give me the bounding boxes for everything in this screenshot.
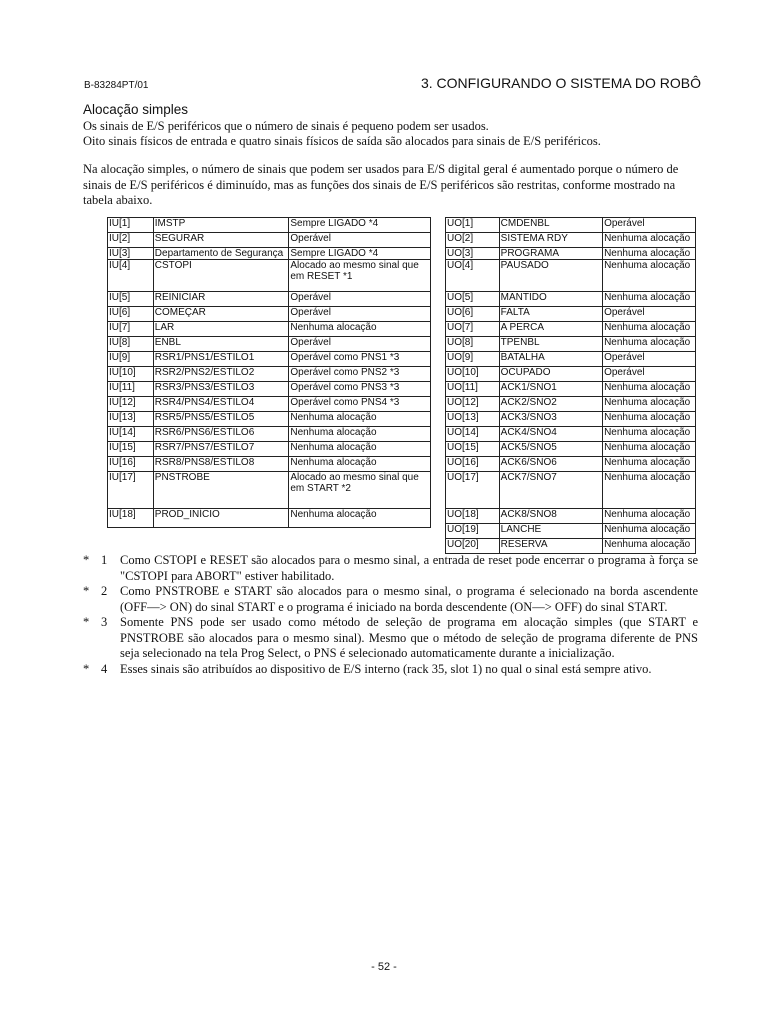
table-row: [108, 233, 431, 248]
signal-id: IU[13]: [108, 412, 154, 427]
table-row: [446, 233, 696, 248]
signal-status: Nenhuma alocação: [603, 397, 696, 412]
signal-status: Alocado ao mesmo sinal que em RESET *1: [289, 260, 431, 292]
signal-status: Operável: [603, 307, 696, 322]
table-row: [446, 397, 696, 412]
signal-name: [153, 248, 289, 260]
signal-status: Nenhuma alocação: [289, 427, 431, 442]
signal-name: RESERVA: [499, 539, 602, 554]
signal-status: Operável: [603, 352, 696, 367]
footnotes: [83, 553, 698, 677]
signal-name-text: Departamento de Segurança: [154, 248, 284, 259]
signal-id: UO[19]: [446, 524, 500, 539]
signal-status: Nenhuma alocação: [289, 509, 431, 528]
footnote-number: 2: [101, 584, 108, 598]
signal-id: IU[3]: [108, 248, 154, 260]
table-row: [108, 427, 431, 442]
signal-name: LANCHE: [499, 524, 602, 539]
table-row: [446, 427, 696, 442]
signal-status: Nenhuma alocação: [603, 427, 696, 442]
signal-name: ACK5/SNO5: [499, 442, 602, 457]
table-row: [446, 442, 696, 457]
table-row: [108, 248, 431, 260]
signal-id: UO[20]: [446, 539, 500, 554]
table-row: [446, 539, 696, 554]
section-title: Alocação simples: [83, 102, 189, 117]
signal-id: IU[15]: [108, 442, 154, 457]
signal-id: UO[5]: [446, 292, 500, 307]
signal-id: UO[7]: [446, 322, 500, 337]
signal-id: UO[15]: [446, 442, 500, 457]
signal-name: REINICIAR: [153, 292, 289, 307]
signal-name: SISTEMA RDY: [499, 233, 602, 248]
signal-id: IU[2]: [108, 233, 154, 248]
signal-status: Nenhuma alocação: [603, 442, 696, 457]
footnote-number: 1: [101, 553, 108, 567]
signal-id: IU[17]: [108, 472, 154, 509]
table-row: [108, 307, 431, 322]
signal-id: IU[7]: [108, 322, 154, 337]
signal-name: COMEÇAR: [153, 307, 289, 322]
signal-id: UO[12]: [446, 397, 500, 412]
signal-status: Nenhuma alocação: [603, 382, 696, 397]
signal-status: Nenhuma alocação: [603, 509, 696, 524]
signal-status: Nenhuma alocação: [289, 442, 431, 457]
footnote-marker: *: [83, 661, 90, 676]
chapter-title: 3. CONFIGURANDO O SISTEMA DO ROBÔ: [420, 75, 701, 91]
signal-id: UO[11]: [446, 382, 500, 397]
footnote: [83, 584, 698, 615]
footnote-marker: *: [83, 553, 90, 567]
signal-status: Operável: [289, 292, 431, 307]
table-row: [446, 367, 696, 382]
signal-status: Nenhuma alocação: [603, 260, 696, 292]
signal-name: RSR2/PNS2/ESTILO2: [153, 367, 289, 382]
signal-id: UO[1]: [446, 218, 500, 233]
output-signal-table: [445, 217, 696, 554]
signal-id: UO[8]: [446, 337, 500, 352]
signal-id: IU[12]: [108, 397, 154, 412]
signal-id: UO[4]: [446, 260, 500, 292]
table-row: [446, 307, 696, 322]
signal-name: ACK3/SNO3: [499, 412, 602, 427]
signal-status: Nenhuma alocação: [603, 524, 696, 539]
signal-status: Nenhuma alocação: [289, 457, 431, 472]
signal-id: IU[4]: [108, 260, 154, 292]
footnote-number: 4: [101, 661, 108, 676]
signal-name: RSR7/PNS7/ESTILO7: [153, 442, 289, 457]
table-row: [108, 352, 431, 367]
signal-status: Sempre LIGADO *4: [289, 218, 431, 233]
signal-name: PNSTROBE: [153, 472, 289, 509]
signal-status: Nenhuma alocação: [603, 233, 696, 248]
signal-id: UO[18]: [446, 509, 500, 524]
signal-id: UO[2]: [446, 233, 500, 248]
footnote: [83, 662, 698, 678]
signal-status: Nenhuma alocação: [603, 292, 696, 307]
signal-id: UO[14]: [446, 427, 500, 442]
signal-status: Operável como PNS3 *3: [289, 382, 431, 397]
signal-name: ACK7/SNO7: [499, 472, 602, 509]
signal-name: CSTOPI: [153, 260, 289, 292]
signal-name: ACK2/SNO2: [499, 397, 602, 412]
signal-name: ACK1/SNO1: [499, 382, 602, 397]
signal-id: IU[5]: [108, 292, 154, 307]
signal-id: UO[3]: [446, 248, 500, 260]
signal-status: Nenhuma alocação: [603, 248, 696, 260]
signal-id: IU[1]: [108, 218, 154, 233]
signal-name: LAR: [153, 322, 289, 337]
input-signal-table: [107, 217, 431, 528]
table-row: [108, 322, 431, 337]
table-row: [108, 472, 431, 509]
footnote-number: 3: [101, 615, 108, 629]
signal-status: Alocado ao mesmo sinal que em START *2: [289, 472, 431, 509]
signal-name: BATALHA: [499, 352, 602, 367]
signal-id: UO[6]: [446, 307, 500, 322]
footnote-marker: *: [83, 615, 90, 629]
signal-id: UO[9]: [446, 352, 500, 367]
signal-name: OCUPADO: [499, 367, 602, 382]
signal-name: MANTIDO: [499, 292, 602, 307]
signal-status: Operável como PNS4 *3: [289, 397, 431, 412]
intro-paragraph-2: Oito sinais físicos de entrada e quatro sinais físicos de saída são alocados para sinais de E/S periféricos.: [83, 134, 601, 148]
table-row: [108, 457, 431, 472]
footnote: [83, 553, 698, 584]
signal-id: IU[11]: [108, 382, 154, 397]
table-row: [108, 367, 431, 382]
table-row: [446, 322, 696, 337]
table-row: [446, 382, 696, 397]
intro-paragraph-3: Na alocação simples, o número de sinais que podem ser usados para E/S digital geral é aumentado porque o número de sinais de E/S periféricos é diminuído, mas as funções dos sinais de E/S periféricos são restritas, conforme mostrado na tabela abaixo.: [83, 162, 679, 207]
table-row: [446, 337, 696, 352]
table-row: [446, 524, 696, 539]
signal-name: PAUSADO: [499, 260, 602, 292]
signal-id: IU[16]: [108, 457, 154, 472]
signal-id: IU[10]: [108, 367, 154, 382]
signal-status: Operável: [289, 337, 431, 352]
table-row: [446, 472, 696, 509]
intro-paragraph-1: Os sinais de E/S periféricos que o número de sinais é pequeno podem ser usados.: [83, 119, 489, 133]
signal-status: Operável como PNS1 *3: [289, 352, 431, 367]
signal-name: TPENBL: [499, 337, 602, 352]
signal-name: CMDENBL: [499, 218, 602, 233]
signal-status: Operável: [603, 367, 696, 382]
signal-id: UO[16]: [446, 457, 500, 472]
signal-name: A PERCA: [499, 322, 602, 337]
table-row: [446, 412, 696, 427]
signal-name: ACK6/SNO6: [499, 457, 602, 472]
signal-name: RSR6/PNS6/ESTILO6: [153, 427, 289, 442]
table-row: [446, 457, 696, 472]
signal-id: IU[8]: [108, 337, 154, 352]
table-row: [446, 352, 696, 367]
signal-status: Operável: [603, 218, 696, 233]
signal-status: Nenhuma alocação: [603, 322, 696, 337]
signal-status: Nenhuma alocação: [603, 539, 696, 554]
signal-status: Nenhuma alocação: [603, 472, 696, 509]
signal-name: RSR8/PNS8/ESTILO8: [153, 457, 289, 472]
footnote-marker: *: [83, 584, 90, 598]
table-row: [446, 248, 696, 260]
table-row: [108, 397, 431, 412]
table-row: [108, 260, 431, 292]
signal-id: IU[9]: [108, 352, 154, 367]
signal-name: RSR1/PNS1/ESTILO1: [153, 352, 289, 367]
footnote-text: Como CSTOPI e RESET são alocados para o mesmo sinal, a entrada de reset pode encerrar o programa à força se "CSTOPI para ABORT" estiver habilitado.: [120, 553, 698, 583]
signal-id: IU[6]: [108, 307, 154, 322]
signal-status: Operável: [289, 233, 431, 248]
signal-id: UO[13]: [446, 412, 500, 427]
signal-name: ACK8/SNO8: [499, 509, 602, 524]
footnote-text: Somente PNS pode ser usado como método de seleção de programa em alocação simples (que START e PNSTROBE são alocados para o mesmo sinal). Mesmo que o método de seleção de programa diferente de PNS seja selecionado na tela Prog Select, o PNS é selecionado automaticamente durante a inicialização.: [120, 615, 698, 660]
signal-name: ENBL: [153, 337, 289, 352]
signal-status: Sempre LIGADO *4: [289, 248, 431, 260]
table-row: [108, 218, 431, 233]
footnote: [83, 615, 698, 662]
table-row: [108, 292, 431, 307]
signal-name: RSR4/PNS4/ESTILO4: [153, 397, 289, 412]
table-row: [108, 442, 431, 457]
signal-status: Nenhuma alocação: [603, 412, 696, 427]
signal-status: Nenhuma alocação: [289, 322, 431, 337]
table-row: [446, 218, 696, 233]
signal-id: IU[14]: [108, 427, 154, 442]
table-row: [108, 412, 431, 427]
table-row: [446, 509, 696, 524]
signal-status: Operável: [289, 307, 431, 322]
signal-name: RSR5/PNS5/ESTILO5: [153, 412, 289, 427]
table-row: [108, 337, 431, 352]
signal-status: Nenhuma alocação: [603, 457, 696, 472]
signal-name: IMSTP: [153, 218, 289, 233]
signal-status: Nenhuma alocação: [603, 337, 696, 352]
table-row: [446, 292, 696, 307]
signal-name: RSR3/PNS3/ESTILO3: [153, 382, 289, 397]
table-row: [108, 509, 431, 528]
signal-name: FALTA: [499, 307, 602, 322]
document-code: B-83284PT/01: [84, 80, 149, 91]
signal-name: PROGRAMA: [499, 248, 602, 260]
signal-name: SEGURAR: [153, 233, 289, 248]
signal-id: UO[17]: [446, 472, 500, 509]
table-row: [446, 260, 696, 292]
footnote-text: Esses sinais são atribuídos ao dispositivo de E/S interno (rack 35, slot 1) no qual o sinal está sempre ativo.: [120, 661, 652, 676]
footnote-text: Como PNSTROBE e START são alocados para o mesmo sinal, o programa é selecionado na borda ascendente (OFF—> ON) do sinal START e o programa é iniciado na borda descendente (ON—> OFF) do sinal START.: [120, 584, 698, 614]
signal-id: IU[18]: [108, 509, 154, 528]
signal-name: PROD_INÍCIO: [153, 509, 289, 528]
page-number: - 52 -: [371, 961, 397, 973]
signal-status: Operável como PNS2 *3: [289, 367, 431, 382]
table-row: [108, 382, 431, 397]
signal-id: UO[10]: [446, 367, 500, 382]
signal-status: Nenhuma alocação: [289, 412, 431, 427]
signal-name: ACK4/SNO4: [499, 427, 602, 442]
